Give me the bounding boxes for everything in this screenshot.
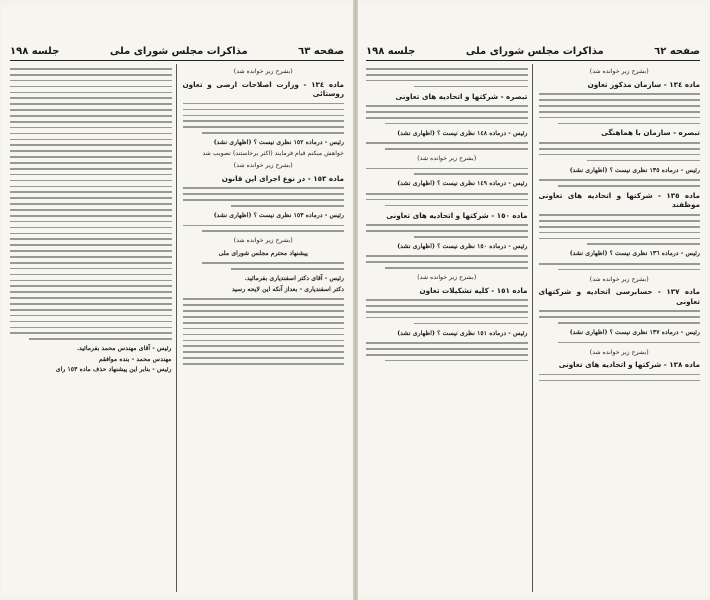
left-page-column-left [10,64,177,592]
article-heading: ماده ١٣٤ - وزارت اصلاحات ارضی و تعاون روستائی [182,79,344,99]
paragraph: (بشرح زیر خوانده شد) [589,68,649,75]
paragraph: (بشرح زیر خوانده شد) [589,275,649,283]
text-block [539,263,701,271]
paragraph: رئیس - درماده ١٥٠ نظری نیست ؟ (اظهاری نشد) [397,242,528,250]
right-page-header [366,44,700,61]
right-page-title: مذاکرات مجلس شورای ملی [465,45,604,57]
paragraph: رئیس - درماده ١٤٩ نظری نیست ؟ (اظهاری نشد) [397,180,528,188]
paragraph: رئیس - درماده ١٣٦ نظری نیست ؟ (اظهاری نشد) [569,250,700,258]
text-block [183,103,345,134]
paragraph: رئیس - درماده ١٥٢ نظری نیست ؟ (اظهاری نشد) [213,139,344,147]
text-block [539,374,701,382]
text-block [366,68,528,87]
paragraph: دکتر اسفندیاری - بعداز آنکه این لایحه رسید [231,285,344,293]
article-heading: تبصره - سازمان با هماهنگی [601,128,700,138]
right-page-column-left [366,64,533,592]
text-block [366,168,528,176]
article-heading: ماده ١٣٧ - حسابرسی اتحادیه و شرکتهای تعاونی [538,287,700,306]
left-page-title: مذاکرات مجلس شورای ملی [109,45,248,57]
paragraph: پیشنهاد محترم مجلس شورای ملی [218,249,308,257]
text-block [183,298,345,364]
article-heading: ماده ١٥١ - کلیه تشکیلات تعاون [419,285,528,295]
text-block [366,342,528,361]
paragraph: رئیس - آقای مهندس محمد بفرمائید. [76,345,172,353]
text-block [183,262,345,270]
paragraph: رئیس - درماده ١٤٨ نظری نیست ؟ (اظهاری نشد) [397,129,528,137]
paragraph: رئیس - درماده ١٥٣ نظری نیست ؟ (اظهاری نشد) [213,211,344,219]
text-block [366,299,528,324]
left-page-number: صفحه ٦٣ [298,45,344,57]
text-block [539,93,701,124]
left-page-columns [10,64,344,592]
text-block [366,224,528,237]
article-heading: تبصره - شرکتها و اتحادیه های تعاونی [395,91,528,101]
left-page [2,6,352,596]
paragraph: رئیس - آقای دکتر اسفندیاری بفرمائید. [244,275,344,283]
paragraph: رئیس - درماده ١٣٧ نظری نیست ؟ (اظهاری نشد) [569,329,700,337]
text-block [183,187,345,206]
text-block [10,68,172,340]
text-block [539,142,701,161]
right-page-number: صفحه ٦٢ [654,45,700,57]
text-block [366,193,528,206]
text-block [539,310,701,323]
article-heading: ماده ١٣٨ - شرکتها و اتحادیه های تعاونی [558,360,700,370]
right-page-session: جلسه ١٩٨ [366,45,416,57]
text-block [183,225,345,233]
article-heading: ماده ١٣٤ - سازمان مذکور تعاون [587,79,700,89]
paragraph: رئیس - درماده ١٥١ نظری نیست ؟ (اظهاری نشد) [397,329,528,337]
left-page-session: جلسه ١٩٨ [10,45,60,57]
paragraph: (بشرح زیر خوانده شد) [233,162,293,170]
right-page-columns [366,64,700,592]
paragraph: (بشرح زیر خوانده شد) [589,348,649,356]
text-block [366,255,528,268]
paragraph: رئیس - بنابر این پیشنهاد حذف ماده ١٥٣ رای [55,366,172,374]
paragraph: مهندس محمد - بنده موافقم [98,355,172,363]
right-page [358,6,708,596]
paragraph: رئیس - درماده ١٣٥ نظری نیست ؟ (اظهاری نشد) [569,166,700,174]
left-page-column-right [183,64,345,592]
paragraph: (بشرح زیر خوانده شد) [417,273,477,281]
paragraph: خواهش میکنم قیام فرمایند (اکثر برخاستند) تصویب شد [202,149,344,157]
right-page-column-right [539,64,701,592]
article-heading: ماده ١٥٣ - در نوع اجرای این قانون [221,173,344,183]
text-block [366,142,528,150]
text-block [539,179,701,187]
text-block [539,214,701,245]
text-block [366,105,528,124]
text-block [539,342,701,344]
paragraph: (بشرح زیر خوانده شد) [233,68,293,75]
paragraph: (بشرح زیر خوانده شد) [417,154,477,162]
paragraph: (بشرح زیر خوانده شد) [233,237,293,245]
left-page-header [10,44,344,61]
article-heading: ماده ١٣٥ - شرکتها و اتحادیه های تعاونی موظفند [538,190,700,210]
article-heading: ماده ١٥٠ - شرکتها و اتحادیه های تعاونی [386,210,528,220]
